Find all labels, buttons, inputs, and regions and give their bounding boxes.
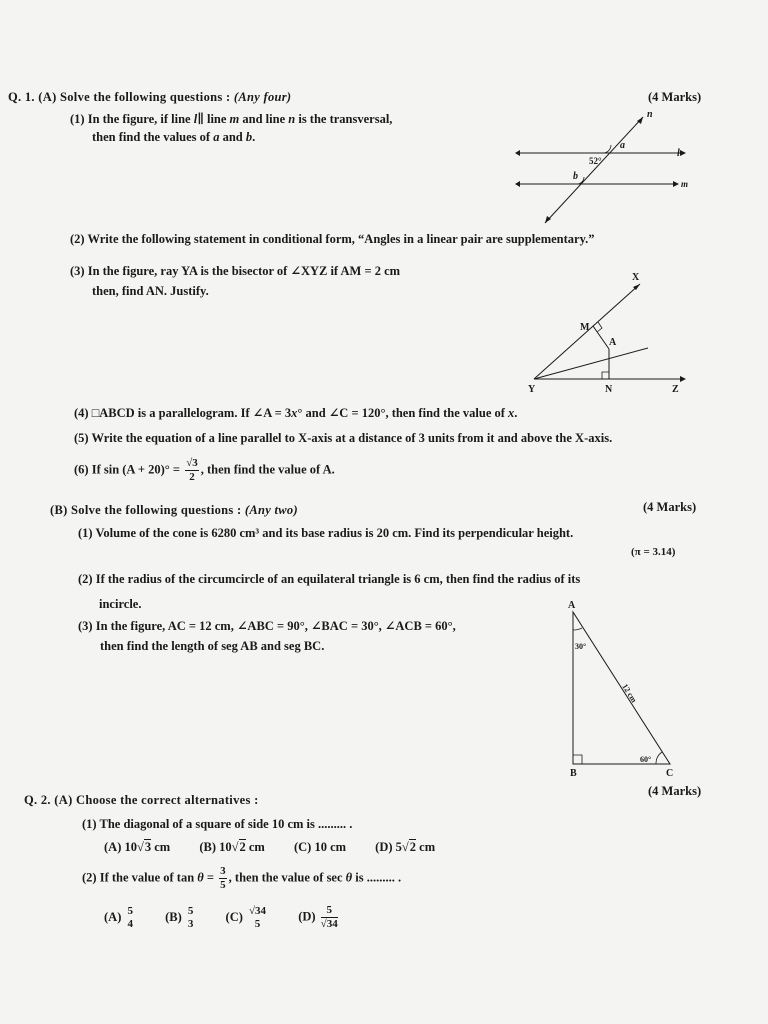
item-number: (2) [82,870,97,885]
item-number: (6) [74,462,89,477]
item-text: In the figure, if line [87,112,191,126]
item-text: line [206,112,227,126]
fraction-numerator: 5 [187,904,194,917]
q1a-item-5 [74,431,612,446]
q1a-item-3-line2 [92,284,209,299]
section-label: (A) [38,90,57,104]
option-label: (D) 5 [375,840,402,854]
q1b-marks: (4 Marks) [643,500,697,514]
item-text: If the radius of the circumcircle of an equilateral triangle is 6 cm, then find the radius of its [95,572,581,586]
item-text: , then find the value of A. [200,462,335,477]
unit: cm [245,840,265,854]
q2a-item-1-options [104,840,461,855]
fraction-numerator: √34 [249,904,267,917]
var-a: a [213,130,220,144]
label-a: a [620,140,625,151]
parallel-symbol: ∥ [197,112,204,126]
option-label: (B) [165,909,182,924]
fraction-denominator: 2 [189,471,195,483]
section-note: (Any four) [233,90,292,104]
option-b [165,906,196,930]
fraction [248,906,267,930]
square-symbol: □ [91,406,100,420]
var-b: b [245,130,253,144]
option-label: (A) [104,909,122,924]
label-m: M [580,322,590,333]
item-text: In the figure, AC = 12 cm, ∠ABC = 90°, ∠BAC = 30°, ∠ACB = 60°, [95,619,456,633]
section-label: (B) [50,503,68,517]
label-12cm: 12 cm [620,682,639,705]
q1b-item-2-line1 [78,572,580,587]
fraction-3-over-5 [219,866,227,891]
item-text: Write the equation of a line parallel to X-axis at a distance of 3 units from it and above the X-axis. [91,431,613,445]
figure-angle-bisector [522,268,692,398]
q1a-item-6 [74,458,335,483]
label-52: 52° [589,156,602,166]
figure-right-triangle [560,596,685,782]
item-text: ABCD is a parallelogram. If ∠A = 3 [99,406,292,420]
q1b-item-3-line1 [78,618,456,634]
item-number: (5) [74,431,89,445]
label-a: A [568,600,576,611]
item-number: (3) [70,264,85,278]
fraction-numerator: 5 [127,904,133,917]
label-a: A [609,337,617,348]
item-number: (2) [70,232,85,246]
option-label: (C) [225,909,243,924]
item-text: and [222,130,243,144]
item-number: (2) [78,572,93,586]
fraction-denominator: √34 [320,918,338,930]
label-y: Y [528,384,536,395]
seg-am [593,326,609,349]
fraction [321,905,338,930]
q1a-item-1-line1 [70,111,392,127]
label-b: B [570,768,577,779]
q2-header [24,793,259,808]
item-text: If the value of tan [99,870,195,885]
item-text: If sin (A + 20)° = [91,462,181,477]
question-number: Q. 1. [8,90,35,104]
item-number: (1) [82,817,97,831]
option-d [298,905,340,930]
q1b-item-1-pi: (π = 3.14) [631,546,676,558]
var-n: n [288,112,296,126]
label-z: Z [672,384,679,395]
item-number: (1) [70,112,85,126]
option-b: (B) 10√2 cm [199,840,265,854]
label-x: X [632,272,640,283]
option-a [104,906,136,930]
label-c: C [666,768,674,779]
label-b: b [573,171,578,182]
section-heading: Solve the following questions : [71,503,242,517]
item-text: then, find AN. Justify. [92,284,209,298]
fraction-numerator: 5 [321,905,338,918]
item-text: then find the values of [92,130,211,144]
fraction-root3-over-2 [185,458,199,483]
q1-header [8,90,291,105]
section-heading: Choose the correct alternatives : [76,793,259,807]
q1b-item-2-line2: incircle. [99,597,142,611]
item-number: (3) [78,619,93,633]
fraction-denominator: 3 [187,917,194,930]
item-text: Volume of the cone is 6280 cm³ and its base radius is 20 cm. Find its perpendicular height. [95,526,574,540]
fraction-numerator: 3 [220,865,226,877]
var-x: x [291,406,298,420]
label-n: N [605,384,613,395]
option-label: (D) [298,909,316,924]
item-number: (1) [78,526,93,540]
option-c [294,840,346,855]
option-label: (A) 10 [104,840,137,854]
q1a-marks: (4 Marks) [648,90,702,104]
q1b-item-3-line2: then find the length of seg AB and seg BC. [100,639,325,653]
fraction [126,906,134,930]
q1b-header [50,503,298,518]
unit: cm [151,840,171,854]
q2a-item-2-options [104,905,366,930]
question-number: Q. 2. [24,793,51,807]
item-text: . [514,406,518,420]
item-text: . [252,130,256,144]
equals-sign: = [203,870,215,885]
fraction-denominator: 5 [220,879,226,891]
var-l: l [193,112,198,126]
option-c [226,906,270,930]
item-text: The diagonal of a square of side 10 cm is ......... . [99,817,353,831]
q1a-item-1-line2 [92,130,255,145]
fraction-denominator: 4 [127,917,133,930]
item-text: and line [242,112,286,126]
label-l: l [677,148,680,159]
var-theta: θ [345,870,353,885]
section-note: (Any two) [244,503,298,517]
label-30: 30° [575,642,587,651]
item-text: In the figure, ray YA is the bisector of ∠XYZ if AM = 2 cm [87,264,401,278]
figure-parallel-lines [515,105,695,230]
q2a-marks: (4 Marks) [648,784,702,798]
q1a-item-3-line1 [70,263,400,279]
unit: cm [416,840,436,854]
fraction-numerator: √3 [186,457,198,469]
item-text: is ......... . [352,870,402,885]
option-a: (A) 10√3 cm [104,840,171,854]
item-text: ° and ∠C = 120°, then find the value of [297,406,505,420]
option-d: (D) 5√2 cm [375,840,436,854]
option-label: (C) 10 cm [293,840,347,854]
radicand: 2 [239,840,246,854]
var-x: x [508,406,515,420]
item-text: , then the value of sec [228,870,343,885]
var-theta: θ [197,870,204,885]
item-text: is the transversal, [298,112,393,126]
label-60: 60° [640,755,652,764]
var-m: m [229,112,240,126]
item-number: (4) [74,406,89,420]
q1b-item-1 [78,526,573,541]
q2a-item-2 [82,866,401,891]
section-label: (A) [54,793,73,807]
radicand: 3 [144,840,152,854]
q1a-item-4 [74,405,517,421]
radicand: 2 [409,840,417,854]
label-m: m [681,179,689,189]
line-n [545,117,643,223]
q2a-item-1 [82,817,352,832]
section-heading: Solve the following questions : [60,90,231,104]
fraction [187,906,195,930]
option-label: (B) 10 [199,840,232,854]
item-text: Write the following statement in conditional form, “Angles in a linear pair are supplementary.” [87,232,595,246]
q1a-item-2 [70,232,595,247]
label-n: n [647,109,653,120]
fraction-denominator: 5 [254,917,261,930]
